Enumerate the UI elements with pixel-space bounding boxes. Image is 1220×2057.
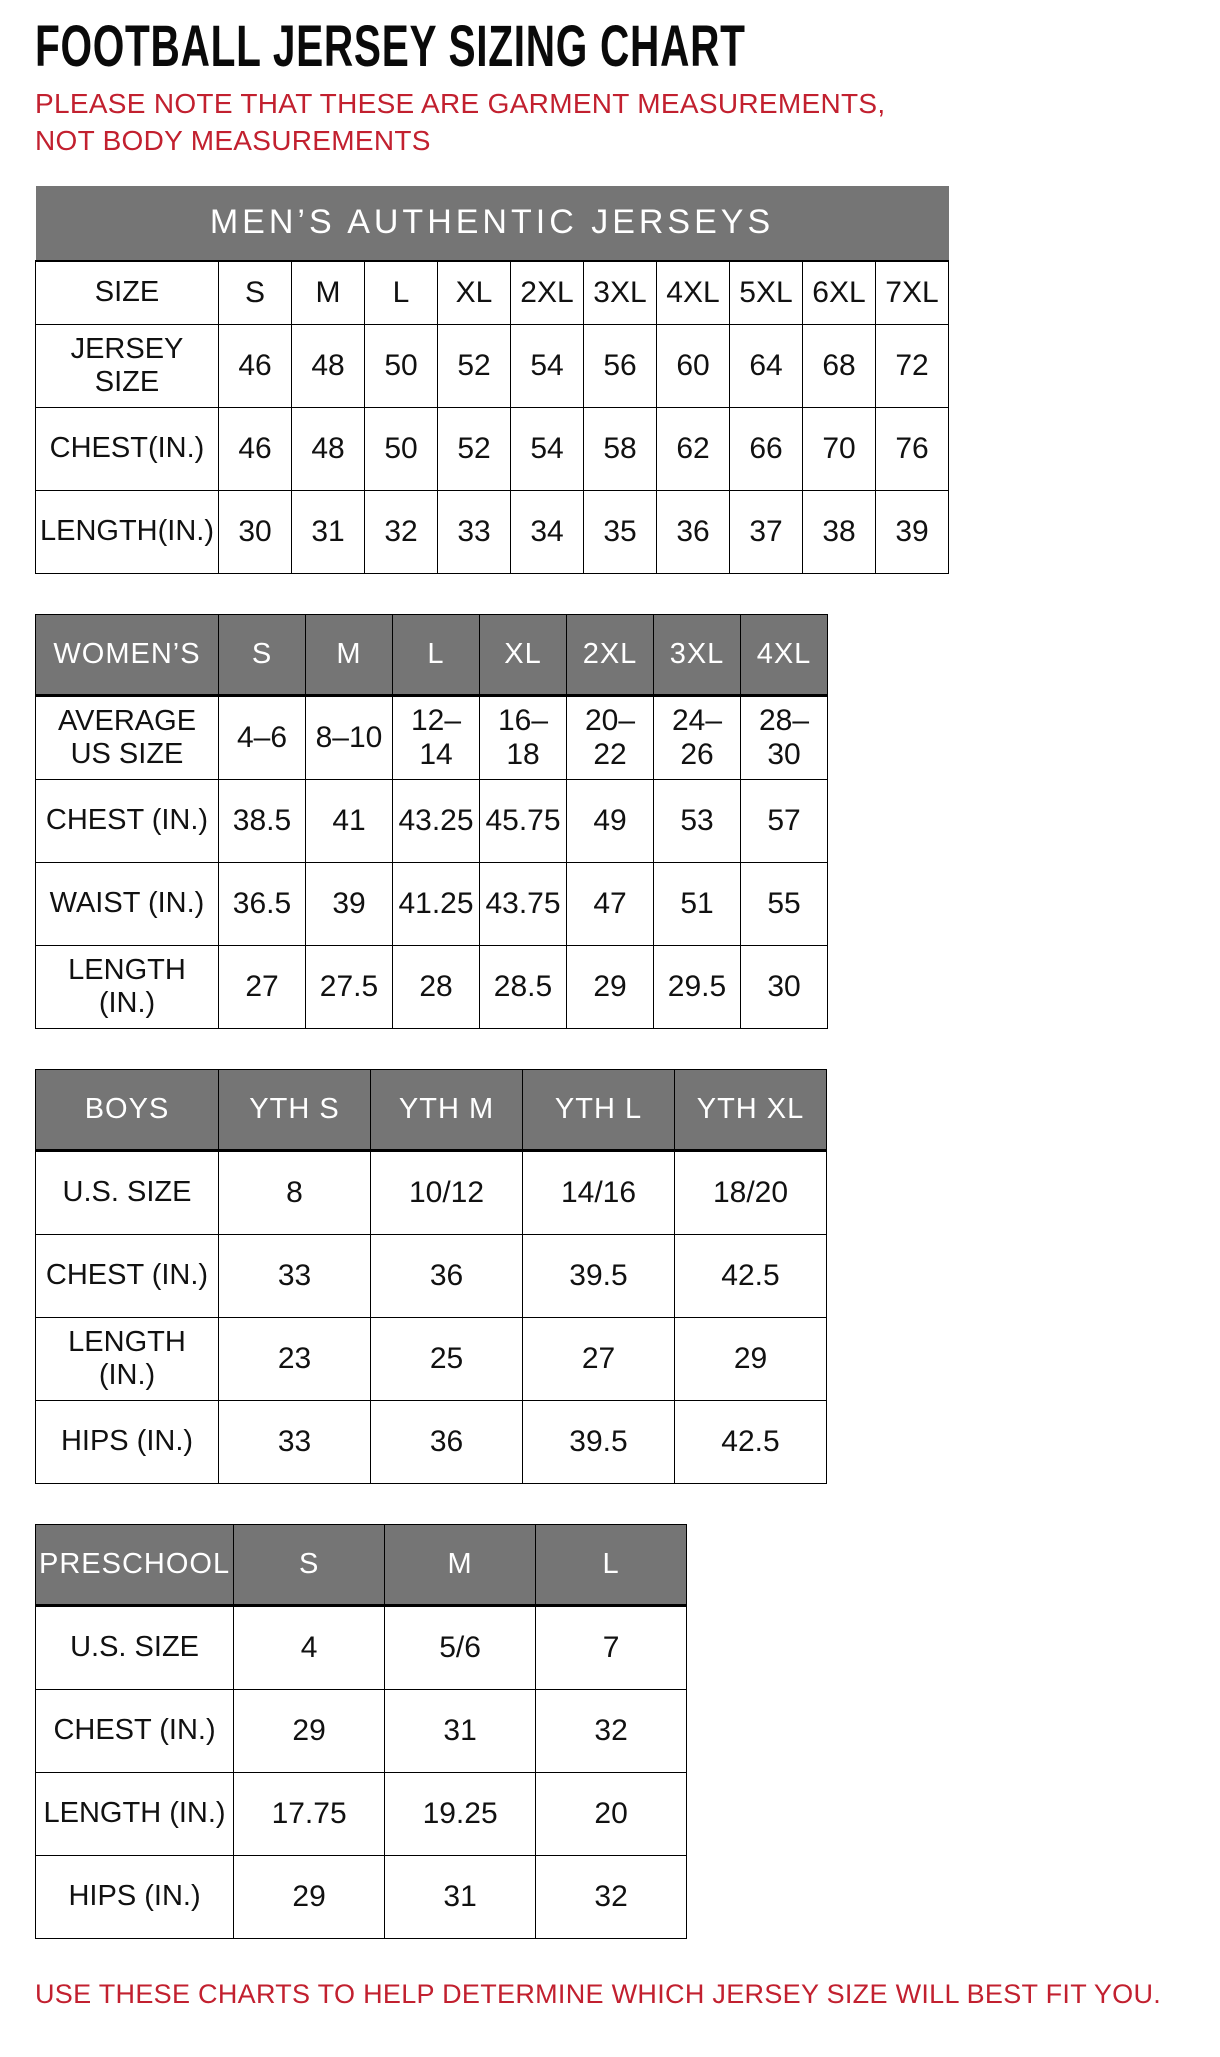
womens-sizing-table [35, 614, 1185, 1029]
preschool-column-header: L [536, 1524, 687, 1605]
mens-value-cell: XL [438, 261, 511, 325]
mens-value-cell: 4XL [657, 261, 730, 325]
mens-value-cell: 68 [803, 324, 876, 407]
womens-table-grid [35, 614, 828, 1029]
preschool-value-cell: 31 [385, 1855, 536, 1938]
boys-value-cell: 18/20 [675, 1150, 827, 1234]
boys-value-cell: 14/16 [523, 1150, 675, 1234]
fit-advice-footer: USE THESE CHARTS TO HELP DETERMINE WHICH JERSEY SIZE WILL BEST FIT YOU. [35, 1978, 1162, 2009]
womens-value-cell: 39 [306, 862, 393, 945]
boys-value-cell: 8 [219, 1150, 371, 1234]
mens-value-cell: 60 [657, 324, 730, 407]
mens-row-label: CHEST(IN.) [36, 407, 219, 490]
boys-value-cell: 33 [219, 1400, 371, 1483]
mens-value-cell: 31 [292, 490, 365, 573]
womens-value-cell: 16–18 [480, 695, 567, 779]
preschool-row-label: CHEST (IN.) [36, 1689, 234, 1772]
mens-value-cell: 34 [511, 490, 584, 573]
boys-row-label: LENGTH (IN.) [36, 1317, 219, 1400]
boys-value-cell: 42.5 [675, 1400, 827, 1483]
womens-column-header: 2XL [567, 614, 654, 695]
boys-value-cell: 36 [371, 1400, 523, 1483]
mens-row-label: LENGTH(IN.) [36, 490, 219, 573]
womens-value-cell: 38.5 [219, 779, 306, 862]
mens-value-cell: 39 [876, 490, 949, 573]
preschool-column-header: S [234, 1524, 385, 1605]
womens-value-cell: 55 [741, 862, 828, 945]
mens-value-cell: 54 [511, 324, 584, 407]
preschool-value-cell: 31 [385, 1689, 536, 1772]
boys-value-cell: 33 [219, 1234, 371, 1317]
boys-row-label: CHEST (IN.) [36, 1234, 219, 1317]
mens-value-cell: 48 [292, 324, 365, 407]
preschool-value-cell: 32 [536, 1689, 687, 1772]
womens-row-label: AVERAGE US SIZE [36, 695, 219, 779]
mens-value-cell: 46 [219, 407, 292, 490]
preschool-value-cell: 20 [536, 1772, 687, 1855]
mens-row-label: SIZE [36, 261, 219, 325]
boys-value-cell: 39.5 [523, 1234, 675, 1317]
boys-table-grid [35, 1069, 827, 1484]
womens-value-cell: 43.75 [480, 862, 567, 945]
preschool-table-grid [35, 1524, 687, 1939]
mens-value-cell: 33 [438, 490, 511, 573]
mens-value-cell: 48 [292, 407, 365, 490]
preschool-row-label: U.S. SIZE [36, 1605, 234, 1689]
womens-row-label: WAIST (IN.) [36, 862, 219, 945]
womens-value-cell: 20–22 [567, 695, 654, 779]
womens-column-header: XL [480, 614, 567, 695]
preschool-value-cell: 4 [234, 1605, 385, 1689]
womens-value-cell: 47 [567, 862, 654, 945]
mens-value-cell: 32 [365, 490, 438, 573]
page-title [35, 14, 1185, 79]
preschool-value-cell: 5/6 [385, 1605, 536, 1689]
womens-value-cell: 53 [654, 779, 741, 862]
womens-value-cell: 51 [654, 862, 741, 945]
garment-measurement-note: PLEASE NOTE THAT THESE ARE GARMENT MEASUREMENTS, NOT BODY MEASUREMENTS [35, 88, 886, 156]
boys-value-cell: 23 [219, 1317, 371, 1400]
womens-value-cell: 57 [741, 779, 828, 862]
mens-table-grid [35, 186, 949, 574]
womens-header-label: WOMEN’S [36, 614, 219, 695]
womens-row-label: CHEST (IN.) [36, 779, 219, 862]
mens-value-cell: 35 [584, 490, 657, 573]
womens-value-cell: 41 [306, 779, 393, 862]
mens-value-cell: 70 [803, 407, 876, 490]
preschool-value-cell: 29 [234, 1689, 385, 1772]
mens-row-label: JERSEY SIZE [36, 324, 219, 407]
boys-row-label: HIPS (IN.) [36, 1400, 219, 1483]
womens-value-cell: 24–26 [654, 695, 741, 779]
womens-column-header: S [219, 614, 306, 695]
mens-banner: MEN’S AUTHENTIC JERSEYS [36, 186, 949, 261]
mens-value-cell: L [365, 261, 438, 325]
boys-column-header: YTH L [523, 1069, 675, 1150]
mens-value-cell: 64 [730, 324, 803, 407]
boys-sizing-table [35, 1069, 1185, 1484]
womens-value-cell: 28–30 [741, 695, 828, 779]
mens-value-cell: 54 [511, 407, 584, 490]
preschool-value-cell: 32 [536, 1855, 687, 1938]
mens-value-cell: 5XL [730, 261, 803, 325]
womens-value-cell: 28.5 [480, 945, 567, 1028]
mens-value-cell: 76 [876, 407, 949, 490]
mens-value-cell: 6XL [803, 261, 876, 325]
mens-authentic-jerseys-table [35, 186, 1185, 574]
womens-value-cell: 43.25 [393, 779, 480, 862]
boys-value-cell: 29 [675, 1317, 827, 1400]
womens-value-cell: 4–6 [219, 695, 306, 779]
mens-value-cell: 52 [438, 407, 511, 490]
preschool-value-cell: 29 [234, 1855, 385, 1938]
mens-value-cell: M [292, 261, 365, 325]
boys-header-label: BOYS [36, 1069, 219, 1150]
boys-value-cell: 27 [523, 1317, 675, 1400]
mens-value-cell: 37 [730, 490, 803, 573]
mens-value-cell: 66 [730, 407, 803, 490]
boys-row-label: U.S. SIZE [36, 1150, 219, 1234]
womens-value-cell: 27 [219, 945, 306, 1028]
boys-value-cell: 10/12 [371, 1150, 523, 1234]
mens-value-cell: 7XL [876, 261, 949, 325]
womens-column-header: L [393, 614, 480, 695]
mens-value-cell: 62 [657, 407, 730, 490]
preschool-column-header: M [385, 1524, 536, 1605]
mens-value-cell: 72 [876, 324, 949, 407]
preschool-row-label: HIPS (IN.) [36, 1855, 234, 1938]
womens-value-cell: 49 [567, 779, 654, 862]
mens-value-cell: 58 [584, 407, 657, 490]
mens-value-cell: 46 [219, 324, 292, 407]
womens-value-cell: 30 [741, 945, 828, 1028]
womens-row-label: LENGTH (IN.) [36, 945, 219, 1028]
preschool-row-label: LENGTH (IN.) [36, 1772, 234, 1855]
mens-value-cell: S [219, 261, 292, 325]
mens-value-cell: 3XL [584, 261, 657, 325]
womens-value-cell: 29 [567, 945, 654, 1028]
preschool-value-cell: 19.25 [385, 1772, 536, 1855]
boys-column-header: YTH S [219, 1069, 371, 1150]
womens-value-cell: 12–14 [393, 695, 480, 779]
womens-value-cell: 8–10 [306, 695, 393, 779]
preschool-sizing-table [35, 1524, 1185, 1939]
boys-value-cell: 42.5 [675, 1234, 827, 1317]
mens-value-cell: 36 [657, 490, 730, 573]
womens-column-header: 4XL [741, 614, 828, 695]
mens-value-cell: 2XL [511, 261, 584, 325]
mens-value-cell: 50 [365, 407, 438, 490]
boys-value-cell: 36 [371, 1234, 523, 1317]
womens-column-header: 3XL [654, 614, 741, 695]
boys-column-header: YTH XL [675, 1069, 827, 1150]
mens-value-cell: 30 [219, 490, 292, 573]
mens-value-cell: 56 [584, 324, 657, 407]
mens-value-cell: 38 [803, 490, 876, 573]
boys-column-header: YTH M [371, 1069, 523, 1150]
preschool-header-label: PRESCHOOL [36, 1524, 234, 1605]
boys-value-cell: 25 [371, 1317, 523, 1400]
page-title-text: FOOTBALL JERSEY SIZING CHART [35, 14, 746, 79]
womens-column-header: M [306, 614, 393, 695]
womens-value-cell: 41.25 [393, 862, 480, 945]
womens-value-cell: 45.75 [480, 779, 567, 862]
preschool-value-cell: 17.75 [234, 1772, 385, 1855]
womens-value-cell: 36.5 [219, 862, 306, 945]
womens-value-cell: 28 [393, 945, 480, 1028]
mens-value-cell: 50 [365, 324, 438, 407]
womens-value-cell: 29.5 [654, 945, 741, 1028]
womens-value-cell: 27.5 [306, 945, 393, 1028]
preschool-value-cell: 7 [536, 1605, 687, 1689]
boys-value-cell: 39.5 [523, 1400, 675, 1483]
mens-value-cell: 52 [438, 324, 511, 407]
